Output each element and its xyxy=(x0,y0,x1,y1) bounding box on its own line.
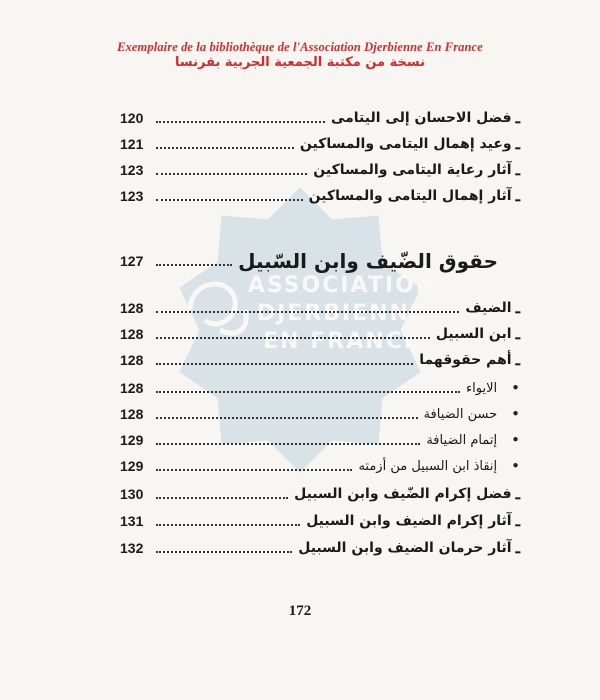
entry-page-number: 128 xyxy=(120,326,144,342)
dot-leader xyxy=(156,524,300,526)
toc-entry xyxy=(120,347,520,373)
entry-dash: ـ xyxy=(515,109,520,127)
entry-dash: ـ xyxy=(515,135,520,153)
entry-title: آثار إهمال اليتامى والمساكين xyxy=(308,188,512,204)
dot-leader xyxy=(156,417,418,419)
entry-title: الضيف xyxy=(465,300,512,316)
page-number: 172 xyxy=(288,603,312,619)
entry-page-number: 132 xyxy=(120,540,144,556)
toc-entry xyxy=(120,535,520,561)
entry-title: آثار إكرام الضيف وابن السبيل xyxy=(306,513,512,529)
dot-leader xyxy=(156,147,294,149)
entry-title: الايواء xyxy=(466,380,498,396)
entry-dash: ـ xyxy=(515,325,520,343)
toc-section-heading xyxy=(120,246,520,276)
entry-bullet: • xyxy=(511,379,520,397)
entry-title: ابن السبيل xyxy=(435,326,512,342)
toc-subentry xyxy=(120,375,520,401)
entry-dash: ـ xyxy=(515,299,520,317)
watermark-text-line2: DJERBIENNE xyxy=(256,301,428,326)
toc-subentry xyxy=(120,427,520,453)
section-page-number: 127 xyxy=(120,253,144,269)
dot-leader xyxy=(156,497,288,499)
section-title: حقوق الضّيف وابن السّبيل xyxy=(238,249,498,273)
toc-subentry xyxy=(120,401,520,427)
entry-dash: ـ xyxy=(515,187,520,205)
entry-dash: ـ xyxy=(515,539,520,557)
dot-leader xyxy=(156,443,420,445)
dot-leader xyxy=(156,551,292,553)
entry-title: آثار حرمان الضيف وابن السبيل xyxy=(298,540,512,556)
toc-entry xyxy=(120,131,520,157)
entry-dash: ـ xyxy=(515,351,520,369)
entry-page-number: 121 xyxy=(120,136,144,152)
entry-title: وعيد إهمال اليتامى والمساكين xyxy=(299,136,512,152)
dot-leader xyxy=(156,121,325,123)
entry-page-number: 129 xyxy=(120,432,144,448)
toc-entry xyxy=(120,321,520,347)
entry-title: حسن الضيافة xyxy=(423,406,498,422)
entry-title: أهم حقوقهما xyxy=(419,352,512,368)
entry-dash: ـ xyxy=(515,161,520,179)
library-stamp-arabic: نسخة من مكتبة الجمعية الجربية بفرنسا xyxy=(175,55,425,70)
entry-page-number: 123 xyxy=(120,162,144,178)
entry-bullet: • xyxy=(511,457,520,475)
entry-page-number: 123 xyxy=(120,188,144,204)
watermark-text-line1: ASSOCIATION xyxy=(247,273,437,298)
dot-leader xyxy=(156,199,303,201)
toc-entry xyxy=(120,481,520,507)
dot-leader xyxy=(156,173,307,175)
dot-leader xyxy=(156,264,232,266)
entry-title: إنقاذ ابن السبيل من أزمته xyxy=(358,458,498,474)
dot-leader xyxy=(156,391,460,393)
dot-leader xyxy=(156,469,352,471)
library-stamp-french: Exemplaire de la bibliothèque de l'Association Djerbienne En France xyxy=(117,40,483,54)
toc-entry xyxy=(120,295,520,321)
entry-title: فضل إكرام الضّيف وابن السبيل xyxy=(294,486,512,502)
entry-page-number: 130 xyxy=(120,486,144,502)
entry-page-number: 120 xyxy=(120,110,144,126)
toc-entry xyxy=(120,157,520,183)
watermark-text-line3: EN FRANCE xyxy=(263,329,421,354)
entry-dash: ـ xyxy=(515,485,520,503)
toc-entry xyxy=(120,508,520,534)
entry-page-number: 128 xyxy=(120,406,144,422)
toc-entry xyxy=(120,105,520,131)
entry-title: آثار رعاية اليتامى والمساكين xyxy=(313,162,512,178)
toc-entry xyxy=(120,183,520,209)
entry-bullet: • xyxy=(511,405,520,423)
entry-page-number: 128 xyxy=(120,352,144,368)
dot-leader xyxy=(156,337,430,339)
entry-page-number: 128 xyxy=(120,300,144,316)
entry-page-number: 128 xyxy=(120,380,144,396)
entry-page-number: 129 xyxy=(120,458,144,474)
entry-title: إتمام الضيافة xyxy=(426,432,498,448)
dot-leader xyxy=(156,363,413,365)
entry-title: فضل الاحسان إلى اليتامى xyxy=(330,110,512,126)
entry-dash: ـ xyxy=(515,512,520,530)
entry-bullet: • xyxy=(511,431,520,449)
dot-leader xyxy=(156,311,459,313)
toc-subentry xyxy=(120,453,520,479)
entry-page-number: 131 xyxy=(120,513,144,529)
